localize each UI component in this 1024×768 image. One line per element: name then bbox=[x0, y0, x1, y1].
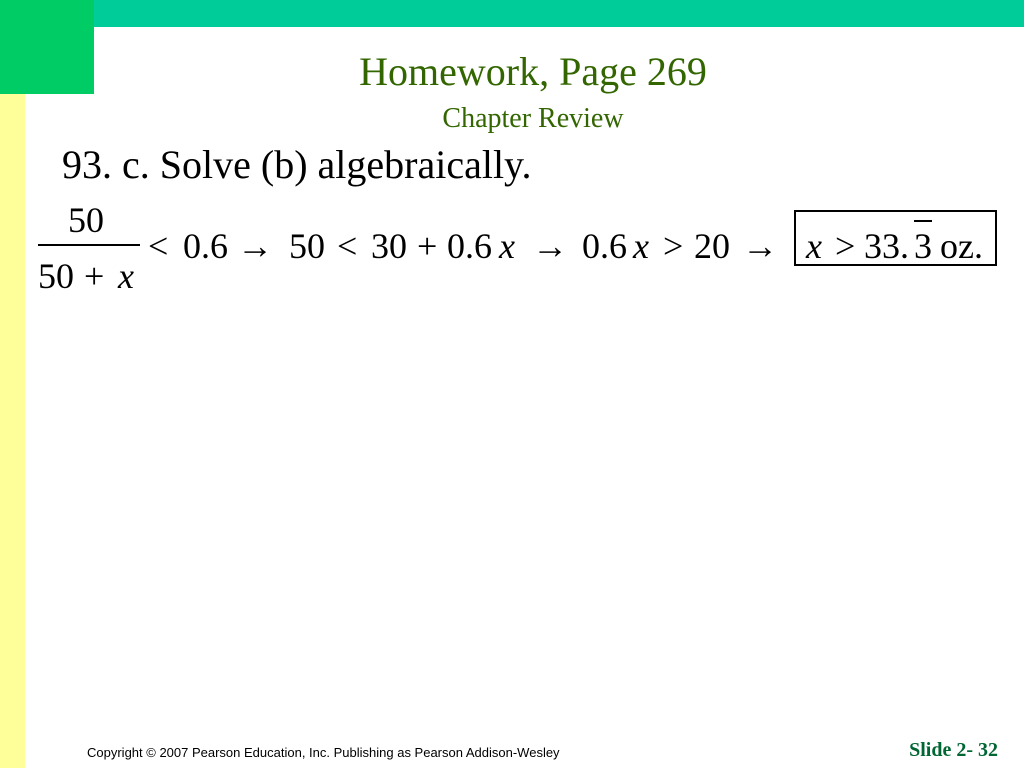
answer-integer-part: 33. bbox=[864, 226, 909, 266]
arrow-icon: → bbox=[532, 226, 568, 266]
fraction-denominator-variable: x bbox=[118, 256, 134, 296]
answer-unit: oz. bbox=[940, 226, 983, 266]
answer-repeating-digit: 3 bbox=[914, 226, 932, 266]
inequality-solution bbox=[0, 190, 1024, 310]
answer-variable: x bbox=[806, 226, 822, 266]
fraction-denominator-plus: + bbox=[84, 256, 105, 296]
step2-constant: 30 bbox=[371, 226, 407, 266]
problem-statement: 93. c. Solve (b) algebraically. bbox=[62, 142, 532, 187]
fraction-numerator: 50 bbox=[68, 200, 104, 240]
arrow-icon: → bbox=[237, 226, 273, 266]
step3-constant: 20 bbox=[694, 226, 730, 266]
top-accent-bar bbox=[0, 0, 1024, 27]
step3-greater-than: > bbox=[663, 226, 684, 266]
less-than-sign: < bbox=[148, 226, 169, 266]
step3-variable: x bbox=[633, 226, 649, 266]
fraction-bar bbox=[38, 244, 140, 246]
step2-plus: + bbox=[417, 226, 438, 266]
step2-variable: x bbox=[499, 226, 515, 266]
arrow-icon: → bbox=[742, 226, 778, 266]
answer-greater-than: > bbox=[835, 226, 856, 266]
repeating-overbar bbox=[914, 220, 932, 222]
slide-number: Slide 2- 32 bbox=[909, 739, 998, 761]
fraction-denominator-number: 50 bbox=[38, 256, 74, 296]
step2-lhs: 50 bbox=[289, 226, 325, 266]
slide-subtitle: Chapter Review bbox=[442, 103, 624, 134]
slide-title: Homework, Page 269 bbox=[359, 49, 707, 94]
footer-copyright: Copyright © 2007 Pearson Education, Inc. Publishing as Pearson Addison-Wesley bbox=[87, 745, 560, 760]
step2-coefficient: 0.6 bbox=[447, 226, 492, 266]
ratio-value: 0.6 bbox=[183, 226, 228, 266]
step3-coefficient: 0.6 bbox=[582, 226, 627, 266]
step2-less-than: < bbox=[337, 226, 358, 266]
